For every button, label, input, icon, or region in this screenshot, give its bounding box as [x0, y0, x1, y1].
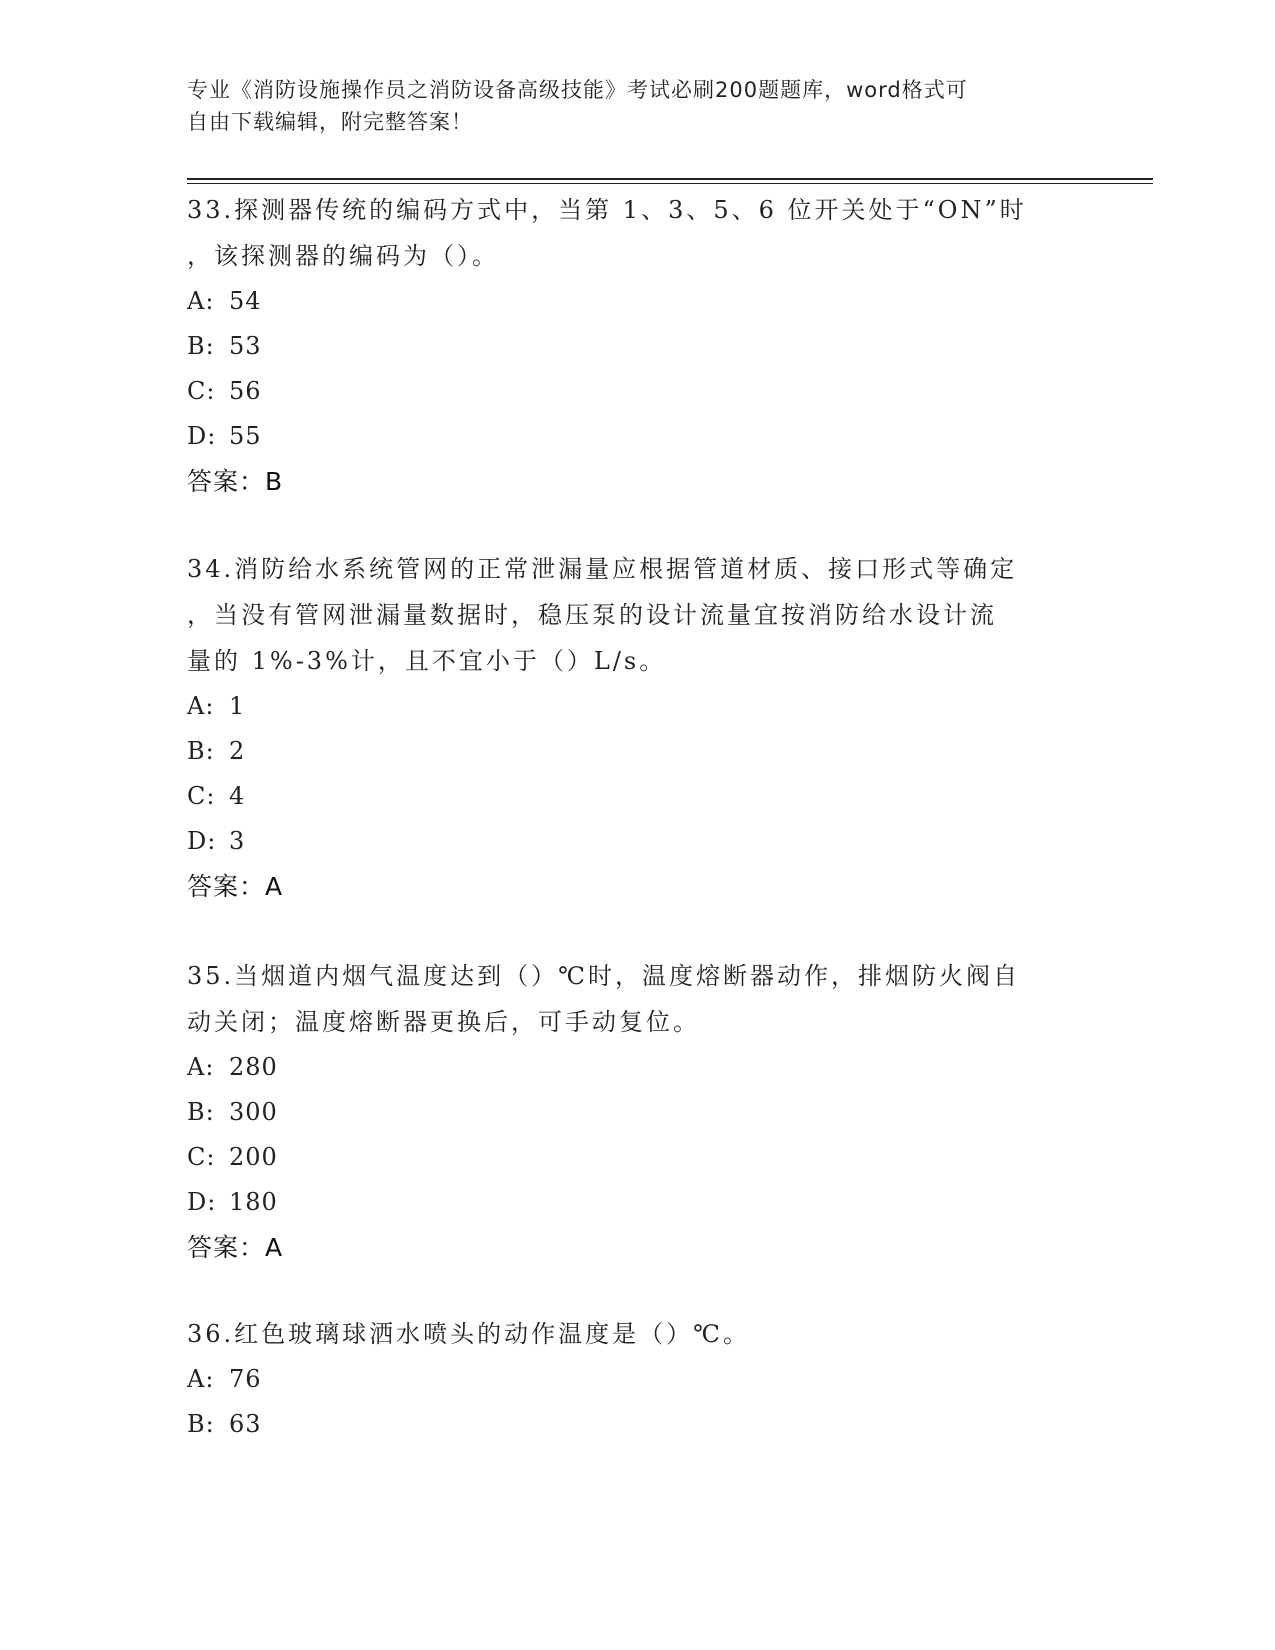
question-line: 量的 1%-3%计，且不宜小于（）L/s。	[187, 647, 667, 675]
question-text	[187, 546, 1087, 684]
question-35	[187, 953, 1087, 1271]
question-36	[187, 1311, 1087, 1447]
question-line: 33.探测器传统的编码方式中，当第 1、3、5、6 位开关处于“ON”时	[187, 196, 1027, 224]
option-d: D: 55	[187, 422, 262, 450]
header-divider	[187, 178, 1153, 180]
option-a: A: 280	[187, 1053, 278, 1081]
document-header	[187, 74, 1087, 138]
question-line: ，该探测器的编码为（）。	[187, 242, 499, 270]
option-a: A: 76	[187, 1365, 262, 1393]
option-d: D: 3	[187, 827, 246, 855]
option-b: B: 53	[187, 332, 262, 360]
question-line: 动关闭；温度熔断器更换后，可手动复位。	[187, 1008, 700, 1036]
question-line: 34.消防给水系统管网的正常泄漏量应根据管道材质、接口形式等确定	[187, 555, 1018, 583]
header-line-1: 专业《消防设施操作员之消防设备高级技能》考试必刷200题题库，word格式可	[187, 78, 968, 102]
question-line: 36.红色玻璃球洒水喷头的动作温度是（）℃。	[187, 1320, 751, 1348]
question-text	[187, 187, 1087, 279]
header-divider-thin	[187, 183, 1153, 184]
answer-text: 答案：A	[187, 872, 284, 901]
option-d: D: 180	[187, 1188, 278, 1216]
option-a: A: 1	[187, 692, 246, 720]
option-b: B: 300	[187, 1098, 278, 1126]
option-b: B: 63	[187, 1410, 262, 1438]
option-a: A: 54	[187, 287, 262, 315]
question-34	[187, 546, 1087, 910]
option-c: C: 200	[187, 1143, 278, 1171]
question-33	[187, 187, 1087, 505]
question-line: ，当没有管网泄漏量数据时，稳压泵的设计流量宜按消防给水设计流	[187, 601, 997, 629]
answer-text: 答案：A	[187, 1233, 284, 1262]
answer-text: 答案：B	[187, 467, 284, 496]
option-b: B: 2	[187, 737, 246, 765]
option-c: C: 56	[187, 377, 262, 405]
question-line: 35.当烟道内烟气温度达到（）℃时，温度熔断器动作，排烟防火阀自	[187, 962, 1021, 990]
header-line-2: 自由下载编辑，附完整答案！	[187, 110, 473, 134]
option-c: C: 4	[187, 782, 246, 810]
question-text	[187, 1311, 1087, 1357]
question-text	[187, 953, 1087, 1045]
